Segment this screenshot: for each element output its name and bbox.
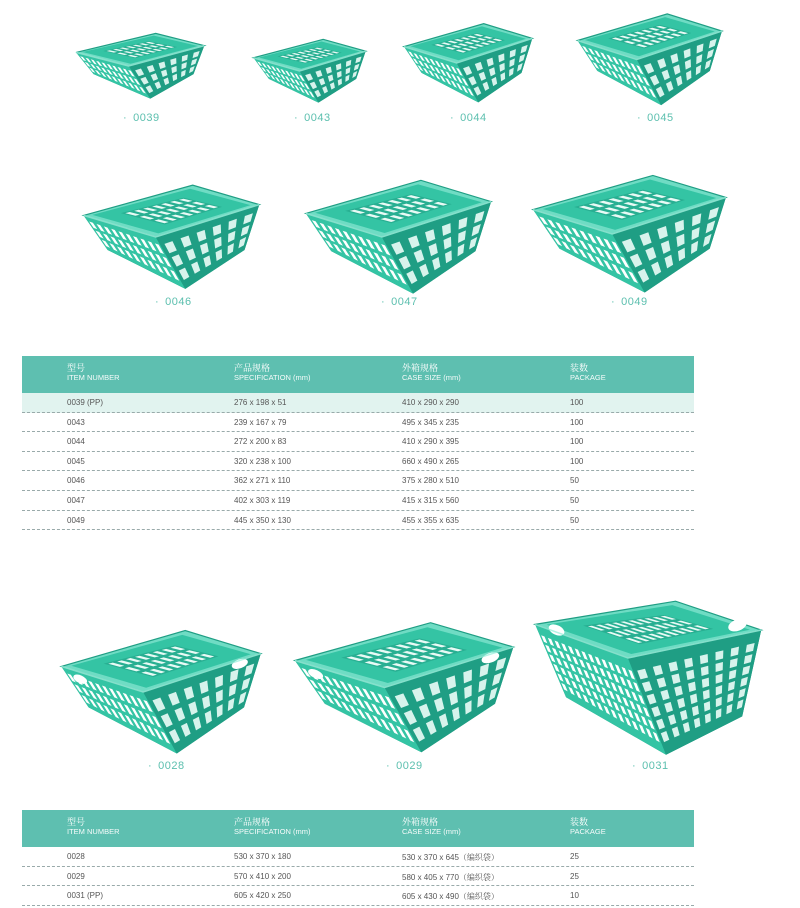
cell-case: 415 x 315 x 560: [402, 495, 459, 505]
product-caption-0043: · 0043: [294, 112, 331, 124]
cell-item: 0047: [67, 495, 85, 505]
product-caption-0039: · 0039: [123, 112, 160, 124]
cell-spec: 272 x 200 x 83: [234, 437, 287, 447]
cell-package: 100: [570, 456, 584, 466]
table-row: [22, 452, 694, 472]
cell-case: 495 x 345 x 235: [402, 417, 459, 427]
table-row: [22, 393, 694, 413]
cell-item: 0043: [67, 417, 85, 427]
header-package: 装数 PACKAGE: [570, 363, 606, 382]
cell-item: 0044: [67, 437, 85, 447]
product-caption-0044: · 0044: [450, 112, 487, 124]
product-caption-0049: · 0049: [611, 296, 648, 308]
header-case-size: 外箱规格 CASE SIZE (mm): [402, 363, 461, 382]
table-row: [22, 413, 694, 433]
cell-package: 50: [570, 515, 579, 525]
basket-image-0039: [72, 32, 207, 100]
table-header: [22, 810, 694, 847]
cell-case: 410 x 290 x 395: [402, 437, 459, 447]
cell-item: 0031 (PP): [67, 891, 104, 901]
cell-package: 25: [570, 852, 579, 861]
cell-spec: 276 x 198 x 51: [234, 398, 287, 407]
cell-case: 455 x 355 x 635: [402, 515, 459, 525]
cell-package: 100: [570, 417, 584, 427]
table-row: [22, 511, 694, 531]
cell-package: 100: [570, 437, 584, 447]
header-item-number: 型号 ITEM NUMBER: [67, 363, 120, 382]
cell-spec: 239 x 167 x 79: [234, 417, 287, 427]
cell-item: 0028: [67, 852, 85, 861]
table-row: [22, 491, 694, 511]
cell-item: 0029: [67, 871, 85, 881]
basket-image-0031: [528, 598, 766, 758]
cell-spec: 320 x 238 x 100: [234, 456, 291, 466]
basket-image-0049: [527, 173, 730, 295]
product-caption-0047: · 0047: [381, 296, 418, 308]
cell-item: 0046: [67, 476, 85, 486]
table-row: [22, 847, 694, 867]
cell-case: 580 x 405 x 770（编织袋）: [402, 872, 499, 882]
cell-case: 605 x 430 x 490（编织袋）: [402, 892, 499, 902]
cell-spec: 445 x 350 x 130: [234, 515, 291, 525]
cell-spec: 530 x 370 x 180: [234, 852, 291, 861]
cell-case: 375 x 280 x 510: [402, 476, 459, 486]
cell-spec: 362 x 271 x 110: [234, 476, 291, 486]
basket-image-0046: [78, 183, 263, 291]
basket-image-0028: [55, 628, 265, 756]
table-row: [22, 867, 694, 887]
product-caption-0045: · 0045: [637, 112, 674, 124]
table-row: [22, 471, 694, 491]
basket-image-0044: [400, 22, 535, 104]
product-caption-0029: · 0029: [386, 760, 423, 772]
header-case-size: 外箱规格 CASE SIZE (mm): [402, 817, 461, 836]
product-caption-0046: · 0046: [155, 296, 192, 308]
cell-spec: 402 x 303 x 119: [234, 495, 291, 505]
basket-image-0047: [300, 178, 495, 296]
product-caption-0031: · 0031: [632, 760, 669, 772]
spec-table-1: [22, 356, 694, 530]
cell-item: 0045: [67, 456, 85, 466]
table-header: [22, 356, 694, 393]
basket-image-0029: [288, 620, 518, 755]
cell-package: 10: [570, 891, 579, 901]
cell-package: 25: [570, 871, 579, 881]
cell-package: 50: [570, 476, 579, 486]
cell-item: 0039 (PP): [67, 398, 104, 407]
cell-spec: 605 x 420 x 250: [234, 891, 291, 901]
cell-package: 100: [570, 398, 584, 407]
header-specification: 产品规格 SPECIFICATION (mm): [234, 363, 311, 382]
cell-case: 410 x 290 x 290: [402, 398, 459, 407]
header-package: 装数 PACKAGE: [570, 817, 606, 836]
cell-item: 0049: [67, 515, 85, 525]
basket-image-0045: [573, 12, 725, 107]
product-caption-0028: · 0028: [148, 760, 185, 772]
basket-image-0043: [250, 38, 368, 104]
header-specification: 产品规格 SPECIFICATION (mm): [234, 817, 311, 836]
table-row: [22, 432, 694, 452]
cell-package: 50: [570, 495, 579, 505]
spec-table-2: [22, 810, 694, 906]
cell-spec: 570 x 410 x 200: [234, 871, 291, 881]
cell-case: 660 x 490 x 265: [402, 456, 459, 466]
cell-case: 530 x 370 x 645（编织袋）: [402, 853, 499, 862]
table-row: [22, 886, 694, 906]
header-item-number: 型号 ITEM NUMBER: [67, 817, 120, 836]
